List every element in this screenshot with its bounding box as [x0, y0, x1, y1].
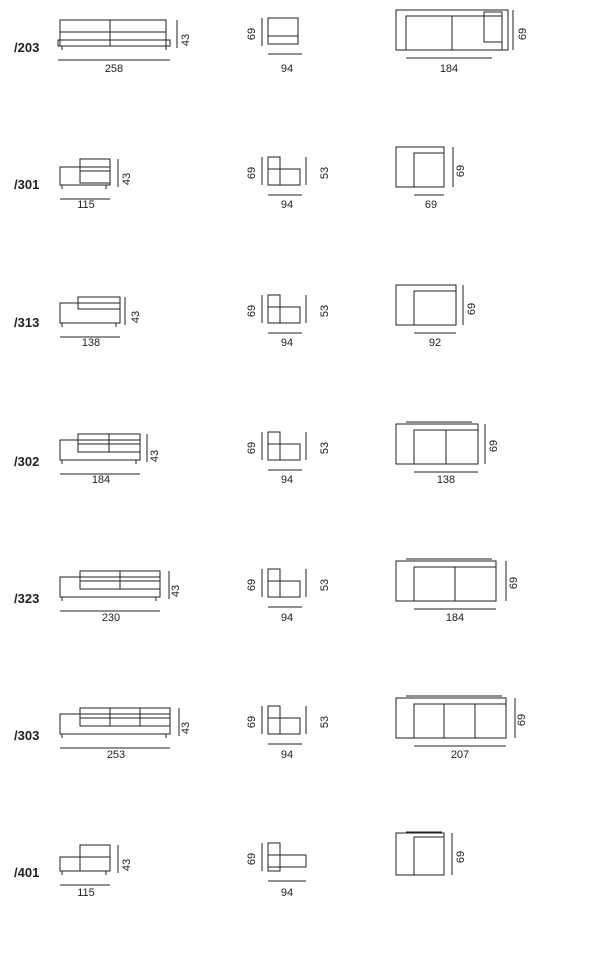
side-arm-height: 53 — [319, 715, 331, 729]
side-depth: 94 — [280, 474, 294, 486]
front-height-line — [124, 297, 128, 327]
side-height: 69 — [246, 715, 258, 729]
top-width: 184 — [439, 63, 459, 75]
front-width: 230 — [101, 612, 121, 624]
module-code: /303 — [14, 728, 40, 743]
module-row-301 — [0, 137, 605, 267]
top-view-drawing — [396, 559, 506, 619]
top-depth: 69 — [488, 439, 500, 453]
top-depth: 69 — [517, 27, 529, 41]
side-arm-height: 53 — [319, 578, 331, 592]
top-view-drawing — [396, 833, 456, 893]
module-row-323 — [0, 549, 605, 679]
side-height: 69 — [246, 27, 258, 41]
front-height: 43 — [180, 721, 192, 735]
front-width: 184 — [91, 474, 111, 486]
top-width: 138 — [436, 474, 456, 486]
front-height: 43 — [149, 449, 161, 463]
front-width: 115 — [77, 887, 95, 899]
module-code: /301 — [14, 177, 40, 192]
top-width: 207 — [450, 749, 470, 761]
side-height: 69 — [246, 166, 258, 180]
side-height: 69 — [246, 304, 258, 318]
front-height: 43 — [170, 584, 182, 598]
top-view-drawing — [396, 285, 466, 345]
side-arm-height: 53 — [319, 304, 331, 318]
top-depth-line — [512, 10, 516, 50]
top-width: 92 — [428, 337, 442, 349]
front-height: 43 — [121, 172, 133, 186]
front-width: 138 — [81, 337, 101, 349]
module-row-303 — [0, 686, 605, 816]
side-height: 69 — [246, 578, 258, 592]
top-width: 69 — [424, 199, 438, 211]
side-depth: 94 — [280, 63, 294, 75]
side-depth: 94 — [280, 749, 294, 761]
front-width: 253 — [106, 749, 126, 761]
front-width: 115 — [77, 199, 95, 211]
top-width: 184 — [445, 612, 465, 624]
top-depth: 69 — [466, 302, 478, 316]
top-view-drawing — [396, 10, 516, 140]
side-depth: 94 — [280, 612, 294, 624]
side-arm-height: 53 — [319, 441, 331, 455]
top-depth: 69 — [508, 576, 520, 590]
side-depth: 94 — [280, 887, 294, 899]
top-view-drawing — [396, 147, 456, 207]
front-height: 43 — [130, 310, 142, 324]
front-height: 43 — [121, 858, 133, 872]
module-code: /401 — [14, 865, 40, 880]
front-width: 258 — [104, 63, 124, 75]
top-view-drawing — [396, 696, 516, 756]
top-depth: 69 — [455, 850, 467, 864]
module-row-313 — [0, 275, 605, 405]
top-depth: 69 — [455, 164, 467, 178]
module-code: /302 — [14, 454, 40, 469]
side-depth: 94 — [280, 337, 294, 349]
module-row-302 — [0, 412, 605, 542]
top-depth: 69 — [516, 713, 528, 727]
module-row-203 — [0, 0, 605, 130]
side-height: 69 — [246, 852, 258, 866]
front-height: 43 — [180, 33, 192, 47]
module-code: /323 — [14, 591, 40, 606]
side-depth: 94 — [280, 199, 294, 211]
side-height: 69 — [246, 441, 258, 455]
side-arm-height: 53 — [319, 166, 331, 180]
top-view-drawing — [396, 422, 486, 482]
module-code: /203 — [14, 40, 40, 55]
module-code: /313 — [14, 315, 40, 330]
